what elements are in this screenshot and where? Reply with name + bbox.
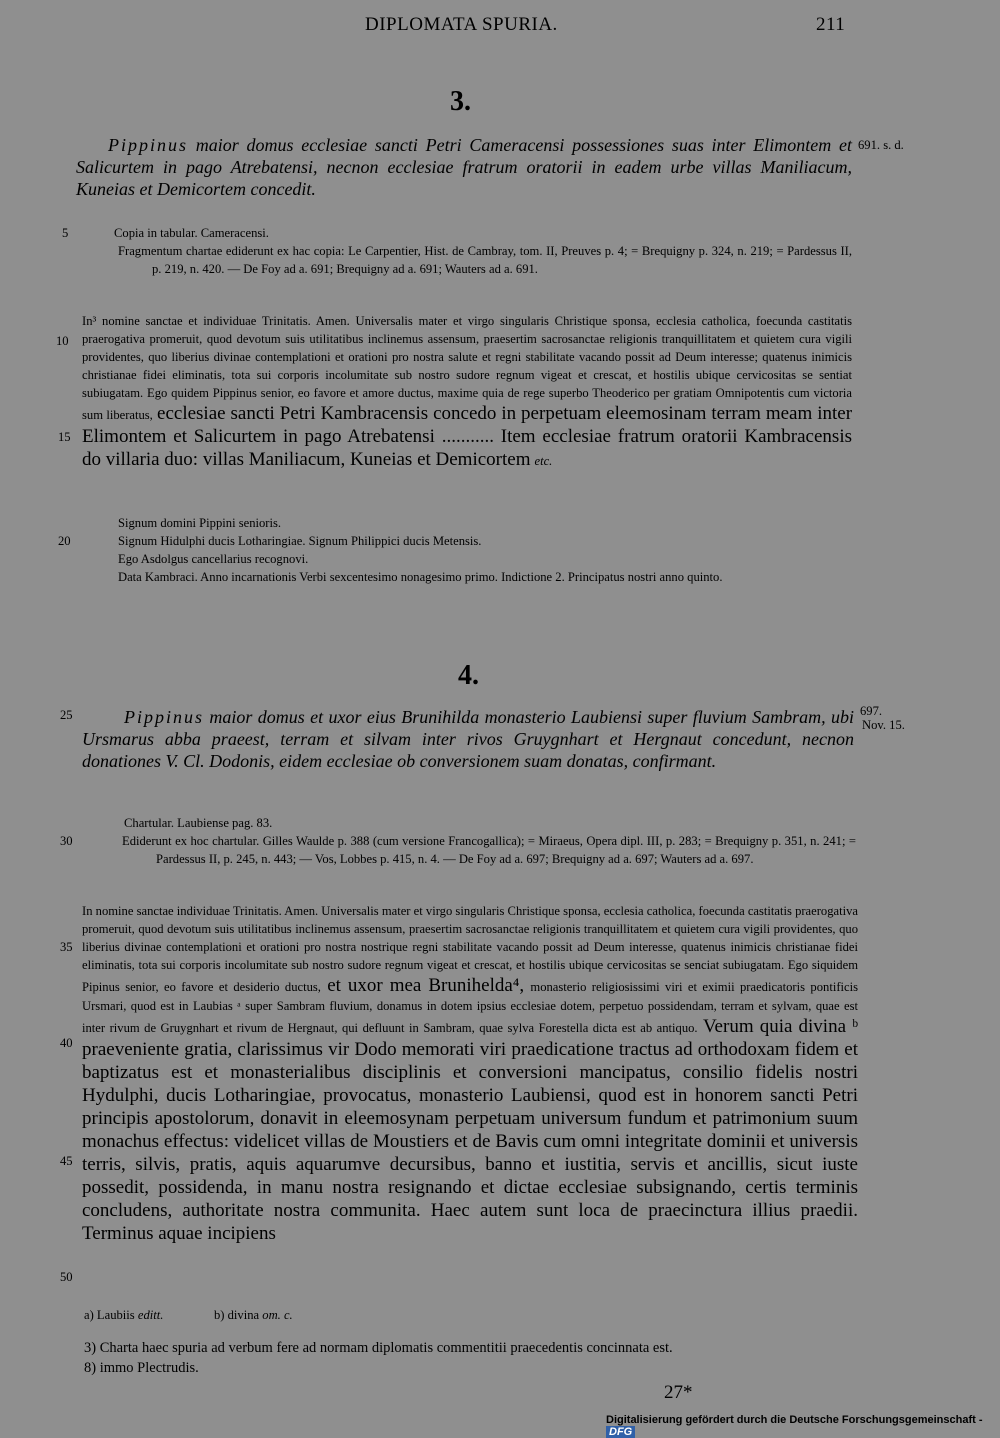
sources-4 [88, 814, 856, 868]
source-line: Copia in tabular. Cameracensi. [114, 226, 269, 240]
line-number: 10 [56, 334, 69, 348]
regest-3-name: Pippinus [108, 135, 189, 155]
line-number: 25 [60, 708, 73, 722]
charter-text-4-small-2: monasterio religiosissimi viri et eximii praedicatoris pontificis Ursmari, quod est in Laubias ᵃ super Sambram fluvium, donamus in dotem ipsius ecclesiae dotem, perpetuo possidendam, terram et sylvam, quae est inter rivum de Gruygnhart et rivum de Hergnaut, qui defluunt in Sambram, quae sylva Forestella dicta est ab antiquo. [82, 980, 858, 1035]
signature-line: Data Kambraci. Anno incarnationis Verbi sexcentesimo nonagesimo primo. Indictione 2. Principatus nostri anno quinto. [118, 570, 723, 584]
signature-line: Signum Hidulphi ducis Lotharingiae. Signum Philippici ducis Metensis. [118, 534, 482, 548]
dfg-logo: DFG [606, 1426, 635, 1438]
charter-text-4-big-1: et uxor mea Brunihelda⁴, [327, 975, 525, 996]
charter-text-4-small-1: In nomine sanctae individuae Trinitatis. Amen. Universalis mater et virgo singularis Christique sponsa, ecclesia catholica, foecunda castitatis praerogativa promeruit, quod devotum suis utilitatibus inclinemus assensum, praesertim sacrosanctae religionis tranquillitatem et quietem cura vigili providentes, quo liberius divinae contemplationi et orationi pro nostra nostrique regni stabilitate vacando possit ad Deum interesse, quatenus inimicis christianae fidei eliminatis, tota sui corporis incolumitate sub nostro sudore regnum vigeat et crescat, et hostilis ubique cervicositas se senciat subiugatam. Ego siquidem Pipinus senior, eo favore et desiderio ductus, [82, 904, 858, 994]
footnote-b: b) divina om. c. [214, 1308, 293, 1322]
footer-credit [606, 1414, 1000, 1438]
regest-3-text: maior domus ecclesiae sancti Petri Cameracensi possessiones suas inter Elimontem et Salicurtem in pago Atrebatensi, necnon ecclesiae fratrum oratorii in eadem urbe villas Maniliacum, Kuneias et Demicortem concedit. [76, 135, 852, 199]
charter-text-4 [82, 902, 858, 1245]
sources-3 [82, 224, 852, 278]
source-line: Fragmentum chartae ediderunt ex hac copia: Le Carpentier, Hist. de Cambray, tom. II, Preuves p. 4; = Brequigny p. 324, n. 219; = Pardessus II, p. 219, n. 420. — De Foy ad a. 691; Brequigny ad a. 691; Wauters ad a. 691. [118, 244, 852, 276]
source-line: Ediderunt ex hoc chartular. Gilles Waulde p. 388 (cum versione Francogallica); = Miraeus, Opera dipl. III, p. 283; = Brequigny p. 351, n. 241; = Pardessus II, p. 245, n. 443; — Vos, Lobbes p. 415, n. 4. — De Foy ad a. 697; Brequigny ad a. 697; Wauters ad a. 697. [122, 834, 856, 866]
line-number: 15 [58, 430, 71, 444]
signature-line: Ego Asdolgus cancellarius recognovi. [118, 552, 309, 566]
footnote-3: 3) Charta haec spuria ad verbum fere ad normam diplomatis commentitii praecedentis concinnata est. [84, 1340, 673, 1356]
footnote-a: a) Laubiis editt. [84, 1308, 164, 1322]
footer-text: Digitalisierung gefördert durch die Deutsche Forschungsgemeinschaft - [606, 1414, 983, 1426]
regest-3 [76, 134, 852, 200]
signature-mark: 27* [664, 1382, 693, 1403]
line-number: 5 [62, 226, 69, 240]
date-3: 691. s. d. [858, 138, 904, 152]
footnote-8: 8) immo Plectrudis. [84, 1360, 199, 1376]
signature-line: Signum domini Pippini senioris. [118, 516, 282, 530]
charter-text-3-small: In³ nomine sanctae et individuae Trinitatis. Amen. Universalis mater et virgo singularis Christique sponsa, ecclesia catholica, foecunda castitatis praerogativa promeruit, quod devotum suis utilitatibus inclinemus assensum, praesertim sacrosanctae religionis tranquillitatem et quietem cura vigili providentes, quo liberius divinae contemplationi et orationi pro nostra salute et regni stabilitate vacando possit ad Deum interesse; quatenus inimicis christianae fidei eliminatis, tota sui corporis incolumitate sub nostro sudore regnum vigeat et crescat, et hostilis ubique cervicositas se sentiat subiugatam. Ego quidem Pippinus senior, eo favore et amore ductus, maxime quia de rege superbo Theoderico per gratiam Omnipotentis cum victoria sum liberatus, [82, 314, 852, 422]
signatures-3 [82, 514, 852, 586]
charter-text-3-etc: etc. [534, 454, 553, 468]
footnotes [84, 1338, 860, 1378]
document-number-4: 4. [458, 660, 479, 691]
line-number: 40 [60, 1036, 73, 1050]
line-number: 35 [60, 940, 73, 954]
charter-text-3-big: ecclesiae sancti Petri Kambracensis concedo in perpetuam eleemosinam terram meam inter Elimontem et Salicurtem in pago Atrebatensi ........... Item ecclesiae fratrum oratorii Kambracensis do villaria duo: villas Maniliacum, Kuneias et Demicortem [82, 403, 853, 470]
date-4-year: 697. [860, 704, 883, 718]
page-number: 211 [816, 14, 846, 35]
regest-4-name: Pippinus [124, 707, 205, 727]
regest-4 [82, 706, 854, 772]
charter-text-3 [82, 312, 852, 471]
running-title: DIPLOMATA SPURIA. [365, 14, 558, 35]
source-line: Chartular. Laubiense pag. 83. [124, 816, 273, 830]
line-number: 20 [58, 534, 71, 548]
regest-4-text: maior domus et uxor eius Brunihilda monasterio Laubiensi super fluvium Sambram, ubi Ursmarus abba praeest, terram et silvam inter rivos Gruygnhart et Hergnaut concedunt, necnon donationes V. Cl. Dodonis, eidem ecclesiae ob conversionem suam donatas, confirmant. [82, 707, 854, 771]
document-number-3: 3. [450, 86, 471, 117]
line-number: 45 [60, 1154, 73, 1168]
date-4-day: Nov. 15. [862, 718, 905, 732]
line-number: 50 [60, 1270, 73, 1284]
charter-text-4-big-2: Verum quia divina ᵇ praeveniente gratia, clarissimus vir Dodo memorati viri praedicatione tractus ad orthodoxam fidem et baptizatus est et monasterialibus disciplinis et conversioni mancipatus, consilio fidelis nostri Hydulphi, ducis Lotharingiae, provocatus, monasterio Laubiensi, quod est in honorem sancti Petri principis apostolorum, donavit in eleemosynam perpetuam universum fundum et patrimonium suum monachus effectus: videlicet villas de Moustiers et de Bavis cum omni integritate dominii et universis terris, silvis, pratis, aquis aquarumve decursibus, banno et iustitia, servis et ancillis, sicut iuste possedit, possidenda, in manu nostra resignando et dictae ecclesiae subsignando, certis terminis concludens, authoritate nostra communita. Haec autem sunt loca de praecinctura illius praedii. Terminus aquae incipiens [82, 1016, 858, 1244]
line-number: 30 [60, 834, 73, 848]
